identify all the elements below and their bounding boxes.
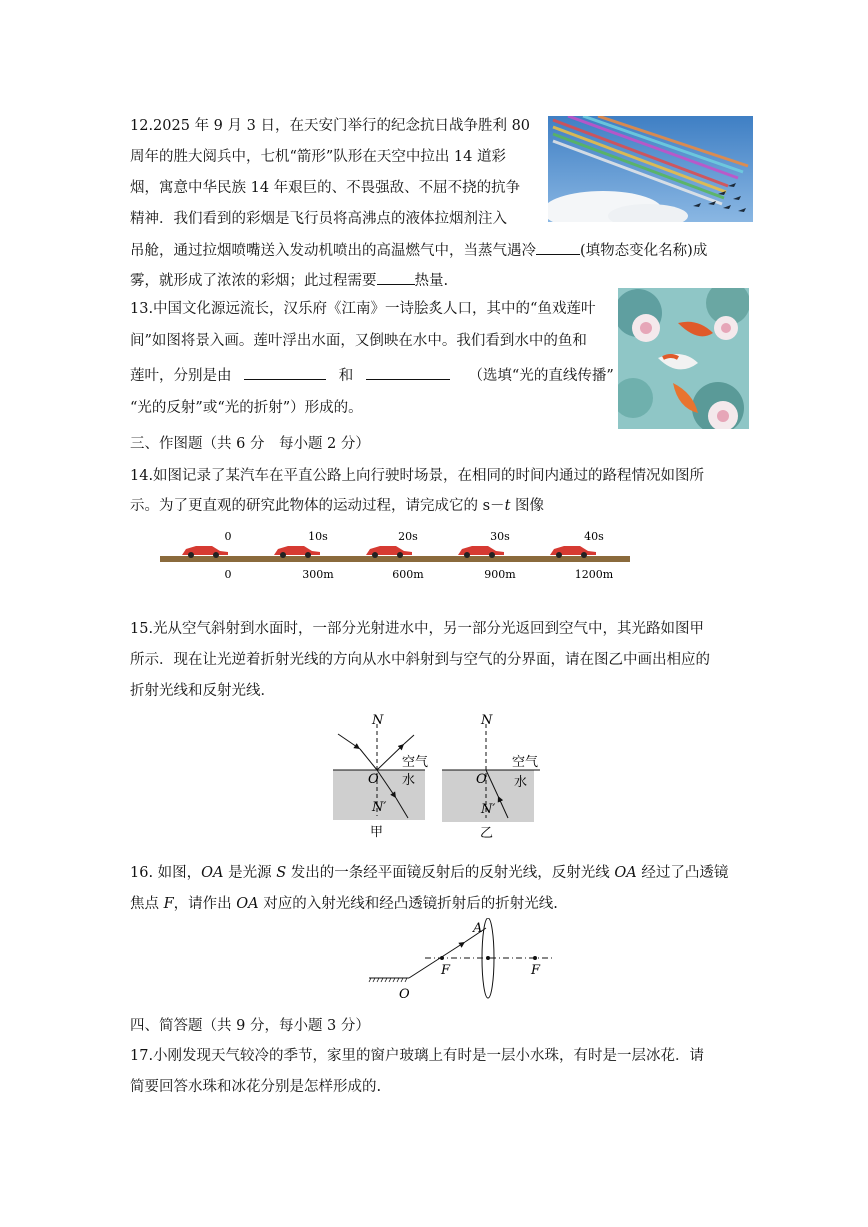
distance-label: 1200m [574,568,614,581]
label-n-prime: N′ [372,800,387,815]
q15-line-2: 所示．现在让光逆着折射光线的方向从水中斜射到与空气的分界面，请在图乙中画出相应的 [130,652,710,668]
q12-line-3: 烟，寓意中华民族 14 年艰巨的、不畏强敌、不屈不挠的抗争 [130,180,521,196]
label-water: 水 [402,773,416,788]
q14-line-2: 示。为了更直观的研究此物体的运动过程，请完成它的 s－t 图像 [130,498,544,514]
car-road-figure [158,528,633,584]
q13-line-4: “光的反射”或“光的折射”）形成的。 [130,400,363,416]
q15-line-3: 折射光线和反射光线． [130,683,275,699]
q13-line-2: 间”如图将景入画。莲叶浮出水面，又倒映在水中。我们看到水中的鱼和 [130,333,587,349]
answer-blank[interactable] [536,240,580,255]
q12-line-2: 周年的胜大阅兵中，七机“箭形”队形在天空中拉出 14 道彩 [130,149,506,165]
q16-line-1: 16. 如图，OA 是光源 S 发出的一条经平面镜反射后的反射光线，反射光线 OA 经过了凸透镜 [130,865,729,881]
q16-line-2: 焦点 F，请作出 OA 对应的入射光线和经凸透镜折射后的折射光线. [130,896,558,912]
q12-line-5: 吊舱，通过拉烟喷嘴送入发动机喷出的高温燃气中，当蒸气遇冷 (填物态变化名称)成 [130,240,707,261]
label-air: 空气 [512,755,539,770]
time-label: 0 [224,530,232,543]
time-label: 10s [308,530,328,543]
section-4-heading: 四、简答题（共 9 分，每小题 3 分） [130,1018,370,1034]
refraction-figure-yi [440,712,552,842]
label-n: N [481,713,493,728]
label-o: O [368,772,379,787]
distance-label: 900m [484,568,516,581]
lens-figure [365,918,560,1004]
label-n-prime: N′ [481,802,496,817]
answer-blank[interactable] [377,270,415,285]
q12-line-4: 精神．我们看到的彩烟是飞行员将高沸点的液体拉烟剂注入 [130,211,507,227]
time-label: 40s [584,530,604,543]
label-o: O [476,772,487,787]
parade-smoke-image [548,116,753,222]
time-label: 30s [490,530,510,543]
q17-line-1: 17.小刚发现天气较冷的季节，家里的窗户玻璃上有时是一层小水珠，有时是一层冰花．请 [130,1048,705,1064]
q14-line-1: 14.如图记录了某汽车在平直公路上向行驶时场景，在相同的时间内通过的路程情况如图所 [130,468,705,484]
distance-label: 0 [224,568,232,581]
label-o: O [399,987,410,1002]
label-n: N [372,713,384,728]
q12-line-1: 12.2025 年 9 月 3 日，在天安门举行的纪念抗日战争胜利 80 [130,118,531,134]
refraction-figure-jia [330,712,440,842]
section-3-heading: 三、作图题（共 6 分 每小题 2 分） [130,436,370,452]
distance-label: 300m [302,568,334,581]
q17-line-2: 简要回答水珠和冰花分别是怎样形成的. [130,1079,382,1095]
q13-line-3: 莲叶，分别是由 和 （选填“光的直线传播” [130,365,614,386]
label-a: A [473,921,483,936]
time-label: 20s [398,530,418,543]
label-f-right: F [531,963,541,978]
q13-line-1: 13.中国文化源远流长，汉乐府《江南》一诗脍炙人口，其中的“鱼戏莲叶 [130,301,596,317]
label-jia: 甲 [370,825,384,840]
label-air: 空气 [402,755,429,770]
label-yi: 乙 [480,826,494,841]
distance-label: 600m [392,568,424,581]
q12-line-6: 雾，就形成了浓浓的彩烟；此过程需要 热量. [130,270,448,291]
label-water: 水 [514,775,528,790]
q15-line-1: 15.光从空气斜射到水面时，一部分光射进水中，另一部分光返回到空气中，其光路如图甲 [130,621,705,637]
answer-blank-2[interactable] [366,365,450,380]
label-f-left: F [441,963,451,978]
koi-lotus-image [618,288,749,429]
answer-blank-1[interactable] [244,365,326,380]
